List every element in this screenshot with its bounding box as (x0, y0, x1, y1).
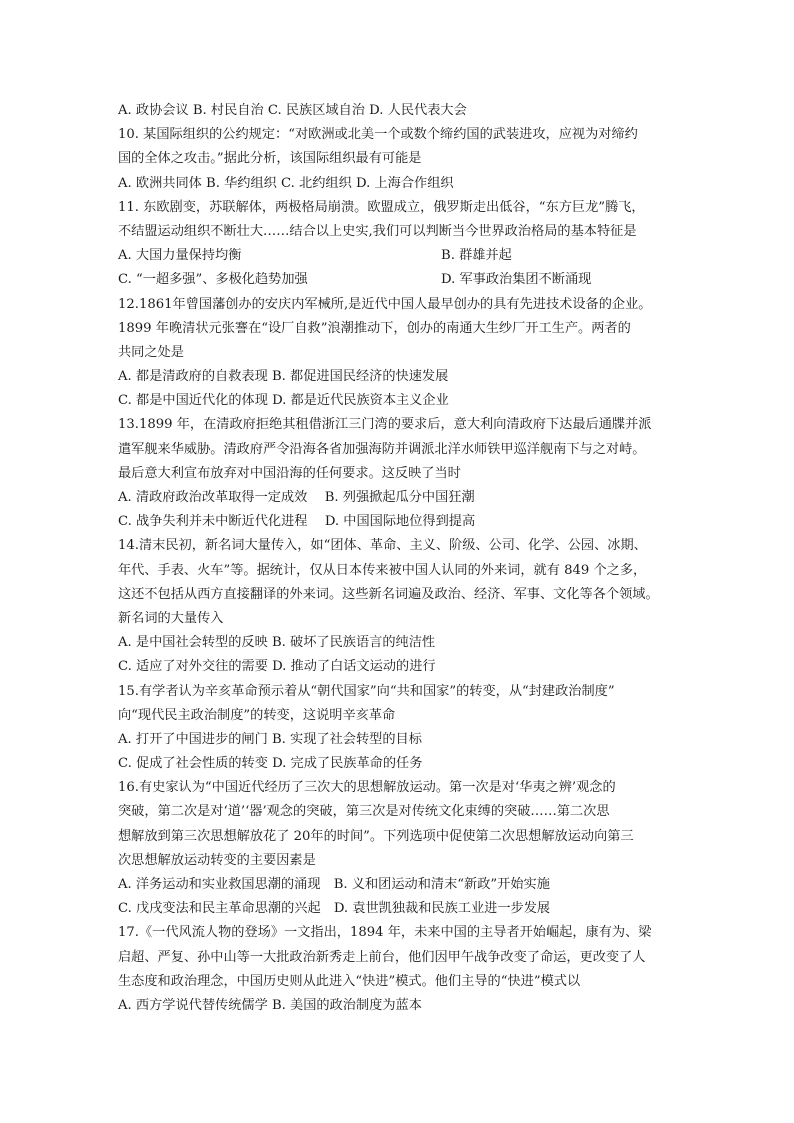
q9-options: A. 政协会议 B. 村民自治 C. 民族区域自治 D. 人民代表大会 (118, 103, 467, 118)
q11-option-b: B. 群雄并起 (441, 248, 512, 264)
q11-options-row (118, 244, 688, 268)
q16-options: A. 洋务运动和实业救国思潮的涌现 B. 义和团运动和清末“新政”开始实施 (118, 877, 550, 892)
q11-stem-line: 不结盟运动组织不断壮大……结合以上史实,我们可以判断当今世界政治格局的基本特征是 (118, 223, 637, 239)
question-15 (118, 680, 688, 777)
q17-stem-line: 启超、严复、孙中山等一大批政治新秀走上前台，他们因甲午战争改变了命运，更改变了人 (118, 949, 646, 965)
q11-option-a: A. 大国力量保持均衡 (118, 248, 242, 264)
q14-options: A. 是中国社会转型的反映 B. 破坏了民族语言的纯洁性 (118, 635, 436, 651)
q12-stem-line: 共同之处是 (118, 344, 184, 360)
question-10 (118, 123, 688, 196)
q13-stem-line: 遣军舰来华威胁。清政府严令沿海各省加强海防并调派北洋水师铁甲巡洋舰南下与之对峙。 (118, 441, 646, 457)
question-12 (118, 293, 688, 414)
q12-stem-line: 12.1861年曾国藩创办的安庆内军械所,是近代中国人最早创办的具有先进技术设备的企业。 (118, 296, 652, 312)
q10-stem-line: 国的全体之攻击。”据此分析，该国际组织最有可能是 (118, 151, 422, 167)
q17-options: A. 西方学说代替传统儒学 B. 美国的政治制度为蓝本 (118, 997, 422, 1013)
q10-options: A. 欧洲共同体 B. 华约组织 C. 北约组织 D. 上海合作组织 (118, 175, 454, 191)
q14-stem-line: 年代、手表、火车”等。据统计，仅从日本传来被中国人认同的外来词，就有 849 个之多， (118, 562, 647, 578)
q13-options: A. 清政府政治改革取得一定成效 B. 列强掀起瓜分中国狂潮 (118, 490, 475, 505)
q17-stem-line: 17.《一代风流人物的登场》一文指出，1894 年，未来中国的主导者开始崛起，康有为、梁 (118, 925, 652, 941)
q10-stem-line: 10. 某国际组织的公约规定：“对欧洲或北美一个或数个缔约国的武装进攻，应视为对缔约 (118, 127, 638, 143)
q13-stem-line: 最后意大利宣布放弃对中国沿海的任何要求。这反映了当时 (118, 465, 461, 481)
q14-stem-line: 新名词的大量传入 (118, 610, 224, 626)
q11-option-c: C. “一超多强”、多极化趋势加强 (118, 272, 308, 288)
exam-page (118, 99, 688, 1018)
q16-options: C. 戊戌变法和民主革命思潮的兴起 D. 袁世凯独裁和民族工业进一步发展 (118, 901, 551, 917)
question-13 (118, 413, 688, 534)
question-14 (118, 534, 688, 679)
q16-stem-line: 次思想解放运动转变的主要因素是 (118, 852, 316, 868)
q17-stem-line: 生态度和政治理念，中国历史则从此进入“快进”模式。他们主导的“快进”模式以 (118, 973, 581, 989)
q15-options: A. 打开了中国进步的闸门 B. 实现了社会转型的目标 (118, 731, 422, 747)
q14-stem-line: 这还不包括从西方直接翻译的外来词。这些新名词遍及政治、经济、军事、文化等各个领域。 (118, 586, 659, 602)
q11-option-d: D. 军事政治集团不断涌现 (441, 272, 592, 288)
q12-options: A. 都是清政府的自救表现 B. 都促进国民经济的快速发展 (118, 369, 449, 385)
q15-options: C. 促成了社会性质的转变 D. 完成了民族革命的任务 (118, 756, 423, 772)
q14-options: C. 适应了对外交往的需要 D. 推动了白话文运动的进行 (118, 659, 436, 675)
q11-options-row (118, 268, 688, 292)
q11-stem-line: 11. 东欧剧变，苏联解体，两极格局崩溃。欧盟成立，俄罗斯走出低谷，“东方巨龙”腾飞， (118, 199, 645, 215)
q16-stem-line: 想解放到第三次思想解放花了 20年的时间”。下列选项中促使第二次思想解放运动向第三 (118, 828, 634, 844)
q14-stem-line: 14.清末民初，新名词大量传入，如“团体、革命、主义、阶级、公司、化学、公园、冰期、 (118, 538, 647, 554)
q15-stem-line: 15.有学者认为辛亥革命预示着从“朝代国家”向“共和国家”的转变，从“封建政治制度” (118, 683, 615, 699)
question-17 (118, 921, 688, 1018)
q12-stem-line: 1899 年晚清状元张謇在“设厂自救”浪潮推动下，创办的南通大生纱厂开工生产。两者的 (118, 320, 631, 336)
q15-stem-line: 向“现代民主政治制度”的转变，这说明辛亥革命 (118, 707, 396, 723)
q13-stem-line: 13.1899 年，在清政府拒绝其租借浙江三门湾的要求后，意大利向清政府下达最后通牒并派 (118, 417, 652, 433)
question-16 (118, 776, 688, 921)
q16-stem-line: 16.有史家认为“中国近代经历了三次大的思想解放运动。第一次是对‘华夷之辨’观念的 (118, 780, 616, 796)
q13-options: C. 战争失利并未中断近代化进程 D. 中国国际地位得到提高 (118, 514, 476, 530)
question-11 (118, 196, 688, 293)
q12-options: C. 都是中国近代化的体现 D. 都是近代民族资本主义企业 (118, 393, 449, 409)
q16-stem-line: 突破，第二次是对‘道’‘器’观念的突破，第三次是对传统文化束缚的突破……第二次思 (118, 804, 610, 820)
